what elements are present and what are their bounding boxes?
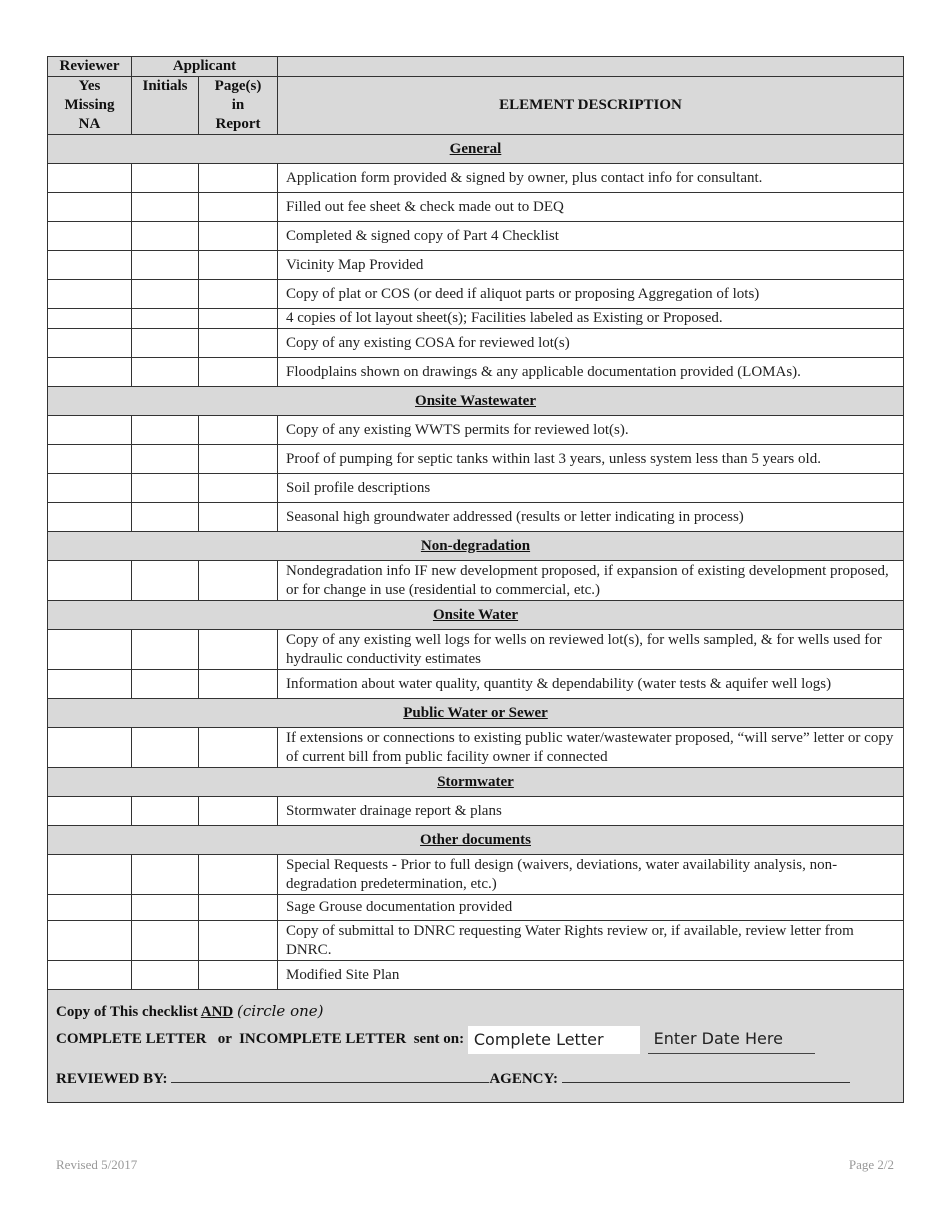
report-pages-cell[interactable] <box>199 251 278 280</box>
section-header <box>48 768 904 797</box>
element-description: Information about water quality, quantity & dependability (water tests & aquifer well logs) <box>278 670 904 699</box>
report-pages-cell[interactable] <box>199 445 278 474</box>
reviewer-status-cell[interactable] <box>48 358 132 387</box>
report-pages-cell[interactable] <box>199 280 278 309</box>
element-description: Application form provided & signed by owner, plus contact info for consultant. <box>278 164 904 193</box>
element-description: Modified Site Plan <box>278 961 904 990</box>
section-title: General <box>48 135 904 164</box>
revised-date: Revised 5/2017 <box>56 1157 138 1172</box>
section-header <box>48 135 904 164</box>
report-pages-cell[interactable] <box>199 630 278 670</box>
report-pages-cell[interactable] <box>199 895 278 921</box>
applicant-initials-cell[interactable] <box>132 895 199 921</box>
element-description: Proof of pumping for septic tanks within last 3 years, unless system less than 5 years old. <box>278 445 904 474</box>
section-title: Public Water or Sewer <box>48 699 904 728</box>
reviewed-by-line: REVIEWED BY: AGENCY: <box>56 1066 895 1092</box>
reviewer-status-cell[interactable] <box>48 503 132 532</box>
checklist-row <box>48 309 904 329</box>
reviewer-status-cell[interactable] <box>48 164 132 193</box>
reviewer-status-cell[interactable] <box>48 728 132 768</box>
element-description: Stormwater drainage report & plans <box>278 797 904 826</box>
applicant-initials-cell[interactable] <box>132 416 199 445</box>
report-pages-cell[interactable] <box>199 503 278 532</box>
reviewed-by-signature-line[interactable] <box>171 1081 489 1083</box>
yes-missing-na-header: Yes Missing NA <box>48 77 132 135</box>
copy-checklist-line: Copy of This checklist AND (circle one) <box>56 1002 324 1020</box>
reviewer-status-cell[interactable] <box>48 251 132 280</box>
report-pages-cell[interactable] <box>199 855 278 895</box>
reviewer-header: Reviewer <box>48 57 132 77</box>
report-pages-cell[interactable] <box>199 164 278 193</box>
report-pages-cell[interactable] <box>199 670 278 699</box>
section-header <box>48 699 904 728</box>
section-title: Other documents <box>48 826 904 855</box>
section-header <box>48 532 904 561</box>
checklist-row <box>48 358 904 387</box>
checklist-row <box>48 921 904 961</box>
element-description: Special Requests - Prior to full design (waivers, deviations, water availability analysis, non-degradation predetermination, etc.) <box>278 855 904 895</box>
section-title: Onsite Water <box>48 601 904 630</box>
applicant-initials-cell[interactable] <box>132 561 199 601</box>
checklist-row <box>48 193 904 222</box>
reviewer-status-cell[interactable] <box>48 280 132 309</box>
report-pages-cell[interactable] <box>199 797 278 826</box>
element-description: Copy of submittal to DNRC requesting Water Rights review or, if available, review letter from DNRC. <box>278 921 904 961</box>
section-header <box>48 387 904 416</box>
element-description: Copy of any existing COSA for reviewed lot(s) <box>278 329 904 358</box>
section-header <box>48 601 904 630</box>
checklist-row <box>48 728 904 768</box>
reviewer-status-cell[interactable] <box>48 797 132 826</box>
reviewer-status-cell[interactable] <box>48 670 132 699</box>
applicant-initials-cell[interactable] <box>132 961 199 990</box>
section-header <box>48 826 904 855</box>
element-description: 4 copies of lot layout sheet(s); Facilities labeled as Existing or Proposed. <box>278 309 904 329</box>
applicant-initials-cell[interactable] <box>132 280 199 309</box>
checklist-row <box>48 503 904 532</box>
checklist-row <box>48 474 904 503</box>
reviewer-status-cell[interactable] <box>48 630 132 670</box>
element-description: Sage Grouse documentation provided <box>278 895 904 921</box>
checklist-row <box>48 280 904 309</box>
applicant-initials-cell[interactable] <box>132 503 199 532</box>
initials-header: Initials <box>132 77 199 135</box>
reviewer-status-cell[interactable] <box>48 416 132 445</box>
checklist-row <box>48 561 904 601</box>
element-description: Copy of any existing WWTS permits for reviewed lot(s). <box>278 416 904 445</box>
element-description: If extensions or connections to existing public water/wastewater proposed, “will serve” letter or copy of current bill from public facility owner if connected <box>278 728 904 768</box>
pages-in-report-header: Page(s) in Report <box>199 77 278 135</box>
report-pages-cell[interactable] <box>199 358 278 387</box>
element-description: Copy of plat or COS (or deed if aliquot parts or proposing Aggregation of lots) <box>278 280 904 309</box>
reviewer-status-cell[interactable] <box>48 474 132 503</box>
checklist-row <box>48 222 904 251</box>
report-pages-cell[interactable] <box>199 222 278 251</box>
applicant-initials-cell[interactable] <box>132 309 199 329</box>
reviewer-status-cell[interactable] <box>48 895 132 921</box>
checklist-row <box>48 855 904 895</box>
applicant-header: Applicant <box>132 57 278 77</box>
checklist-row <box>48 797 904 826</box>
element-description: Filled out fee sheet & check made out to DEQ <box>278 193 904 222</box>
blank-header <box>278 57 904 77</box>
applicant-initials-cell[interactable] <box>132 797 199 826</box>
applicant-initials-cell[interactable] <box>132 445 199 474</box>
checklist-row <box>48 164 904 193</box>
element-description: Floodplains shown on drawings & any applicable documentation provided (LOMAs). <box>278 358 904 387</box>
report-pages-cell[interactable] <box>199 561 278 601</box>
reviewer-status-cell[interactable] <box>48 445 132 474</box>
report-pages-cell[interactable] <box>199 329 278 358</box>
section-title: Onsite Wastewater <box>48 387 904 416</box>
applicant-initials-cell[interactable] <box>132 251 199 280</box>
checklist-row <box>48 445 904 474</box>
footer-panel <box>48 990 904 1103</box>
applicant-initials-cell[interactable] <box>132 358 199 387</box>
element-description-header: ELEMENT DESCRIPTION <box>278 77 904 135</box>
element-description: Nondegradation info IF new development proposed, if expansion of existing development proposed, or for change in use (residential to commercial, etc.) <box>278 561 904 601</box>
report-pages-cell[interactable] <box>199 416 278 445</box>
applicant-initials-cell[interactable] <box>132 474 199 503</box>
report-pages-cell[interactable] <box>199 474 278 503</box>
reviewer-status-cell[interactable] <box>48 309 132 329</box>
applicant-initials-cell[interactable] <box>132 222 199 251</box>
checklist-row <box>48 895 904 921</box>
applicant-initials-cell[interactable] <box>132 670 199 699</box>
applicant-initials-cell[interactable] <box>132 728 199 768</box>
reviewer-status-cell[interactable] <box>48 329 132 358</box>
checklist-row <box>48 961 904 990</box>
reviewer-status-cell[interactable] <box>48 921 132 961</box>
applicant-initials-cell[interactable] <box>132 630 199 670</box>
section-title: Non-degradation <box>48 532 904 561</box>
checklist-row <box>48 329 904 358</box>
element-description: Soil profile descriptions <box>278 474 904 503</box>
applicant-initials-cell[interactable] <box>132 921 199 961</box>
applicant-initials-cell[interactable] <box>132 329 199 358</box>
report-pages-cell[interactable] <box>199 921 278 961</box>
applicant-initials-cell[interactable] <box>132 164 199 193</box>
checklist-table <box>47 56 904 1103</box>
report-pages-cell[interactable] <box>199 309 278 329</box>
reviewer-status-cell[interactable] <box>48 855 132 895</box>
reviewer-status-cell[interactable] <box>48 222 132 251</box>
date-sent-field[interactable]: Enter Date Here <box>648 1025 815 1054</box>
reviewer-status-cell[interactable] <box>48 961 132 990</box>
report-pages-cell[interactable] <box>199 193 278 222</box>
agency-signature-line[interactable] <box>562 1081 850 1083</box>
report-pages-cell[interactable] <box>199 728 278 768</box>
checklist-row <box>48 251 904 280</box>
reviewer-status-cell[interactable] <box>48 561 132 601</box>
applicant-initials-cell[interactable] <box>132 855 199 895</box>
reviewer-status-cell[interactable] <box>48 193 132 222</box>
checklist-row <box>48 630 904 670</box>
section-title: Stormwater <box>48 768 904 797</box>
report-pages-cell[interactable] <box>199 961 278 990</box>
checklist-row <box>48 416 904 445</box>
letter-sent-line: COMPLETE LETTER or INCOMPLETE LETTER sent on: Complete Letter Enter Date Here <box>56 1025 895 1054</box>
element-description: Seasonal high groundwater addressed (results or letter indicating in process) <box>278 503 904 532</box>
applicant-initials-cell[interactable] <box>132 193 199 222</box>
checklist-row <box>48 670 904 699</box>
element-description: Completed & signed copy of Part 4 Checklist <box>278 222 904 251</box>
element-description: Copy of any existing well logs for wells on reviewed lot(s), for wells sampled, & for wells used for hydraulic conductivity estimates <box>278 630 904 670</box>
element-description: Vicinity Map Provided <box>278 251 904 280</box>
letter-type-field[interactable]: Complete Letter <box>468 1026 640 1054</box>
page-number: Page 2/2 <box>848 1157 894 1172</box>
